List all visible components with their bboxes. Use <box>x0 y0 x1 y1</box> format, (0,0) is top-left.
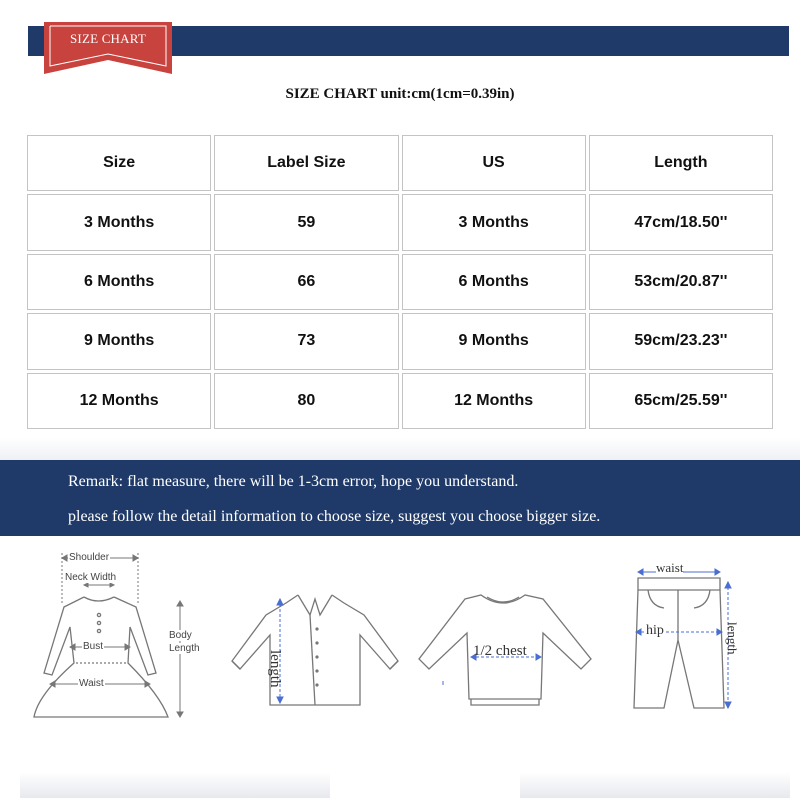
cell-us: 3 Months <box>402 194 586 250</box>
cell-length: 53cm/20.87'' <box>589 254 773 310</box>
bottom-strip-right <box>520 772 790 798</box>
cell-us: 9 Months <box>402 313 586 369</box>
header-us: US <box>402 135 586 191</box>
pants-waist-label: waist <box>656 560 684 575</box>
cell-us: 6 Months <box>402 254 586 310</box>
cell-length: 59cm/23.23'' <box>589 313 773 369</box>
cell-size: 3 Months <box>27 194 211 250</box>
table-row <box>27 313 773 369</box>
cell-label-size: 80 <box>214 373 398 429</box>
header-size: Size <box>27 135 211 191</box>
shoulder-label: Shoulder <box>69 552 110 563</box>
body-length-label-2: Length <box>169 643 200 654</box>
waist-label: Waist <box>79 678 104 689</box>
chart-title: SIZE CHART unit:cm(1cm=0.39in) <box>285 86 515 102</box>
cell-label-size: 73 <box>214 313 398 369</box>
table-row <box>27 194 773 250</box>
header-label-size: Label Size <box>214 135 398 191</box>
size-table <box>24 132 776 432</box>
cell-us: 12 Months <box>402 373 586 429</box>
cell-length: 47cm/18.50'' <box>589 194 773 250</box>
ribbon-label: SIZE CHART <box>70 31 146 46</box>
shirt-length-label: length <box>267 650 283 688</box>
header-length: Length <box>589 135 773 191</box>
cell-length: 65cm/25.59'' <box>589 373 773 429</box>
cell-label-size: 59 <box>214 194 398 250</box>
bottom-strip-left <box>20 772 330 798</box>
table-row <box>27 373 773 429</box>
table-header-row <box>27 135 773 191</box>
pants-hip-label: hip <box>646 623 664 638</box>
size-chart-ribbon <box>44 22 172 74</box>
cell-size: 6 Months <box>27 254 211 310</box>
remark-line-2: please follow the detail information to choose size, suggest you choose bigger size. <box>68 508 601 525</box>
cell-size: 12 Months <box>27 373 211 429</box>
remark-line-1: Remark: flat measure, there will be 1-3cm error, hope you understand. <box>68 473 519 490</box>
body-length-label-1: Body <box>169 630 192 641</box>
shirt-diagram <box>226 585 406 710</box>
chest-label: 1/2 chest <box>473 643 527 659</box>
bust-label: Bust <box>83 641 104 652</box>
cell-label-size: 66 <box>214 254 398 310</box>
divider-gradient <box>0 438 800 460</box>
neck-width-label: Neck Width <box>65 572 117 583</box>
pants-length-label: length <box>725 622 740 655</box>
cell-size: 9 Months <box>27 313 211 369</box>
table-row <box>27 254 773 310</box>
